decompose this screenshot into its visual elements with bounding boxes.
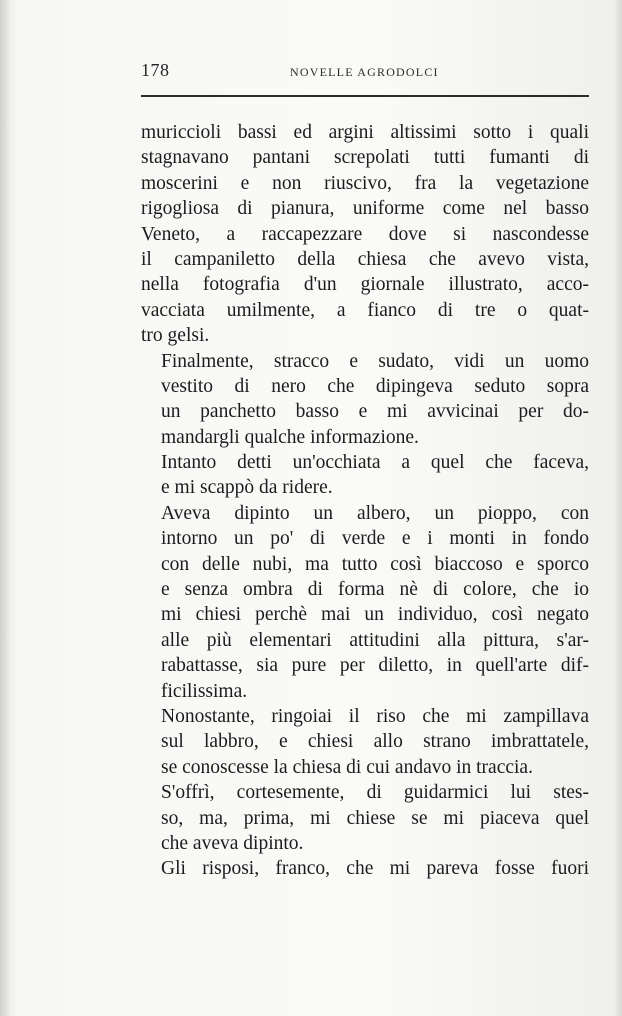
paragraph	[141, 349, 589, 451]
gutter-shadow	[0, 0, 10, 1016]
page-number: 178	[141, 60, 170, 80]
body-text	[141, 120, 589, 882]
text-line: il campaniletto della chiesa che avevo vista,	[141, 248, 589, 270]
text-line: moscerini e non riuscivo, fra la vegetazione	[141, 172, 589, 194]
text-line: mi chiesi perchè mai un individuo, così negato	[161, 604, 589, 626]
text-line: ficilissima.	[161, 680, 248, 702]
paragraph	[141, 780, 589, 856]
text-line: Finalmente, stracco e sudato, vidi un uomo	[161, 350, 589, 372]
text-line: intorno un po' di verde e i monti in fondo	[161, 528, 589, 550]
page-header	[141, 60, 589, 86]
text-line: tro gelsi.	[141, 325, 210, 347]
text-line: nella fotografia d'un giornale illustrato, acco-	[141, 274, 589, 296]
text-line: stagnavano pantani screpolati tutti fumanti di	[141, 147, 589, 169]
text-line: rabattasse, sia pure per diletto, in quell'arte dif-	[161, 655, 589, 677]
text-line: Nonostante, ringoiai il riso che mi zampillava	[161, 705, 589, 727]
text-line: e mi scappò da ridere.	[161, 477, 333, 499]
header-rule	[141, 95, 589, 97]
text-line: rigogliosa di pianura, uniforme come nel basso	[141, 198, 589, 220]
text-line: Aveva dipinto un albero, un pioppo, con	[161, 502, 589, 524]
text-line: muriccioli bassi ed argini altissimi sotto i quali	[141, 122, 589, 143]
text-line: un panchetto basso e mi avvicinai per do-	[161, 401, 589, 423]
text-line: so, ma, prima, mi chiese se mi piaceva quel	[161, 807, 589, 829]
paragraph	[141, 120, 589, 349]
text-line: S'offrì, cortesemente, di guidarmici lui stes-	[161, 782, 589, 804]
text-line: vacciata umilmente, a fianco di tre o quat-	[141, 299, 589, 321]
text-line: e senza ombra di forma nè di colore, che io	[161, 579, 589, 601]
page-edge-shadow	[614, 0, 622, 1016]
text-line: Intanto detti un'occhiata a quel che faceva,	[161, 452, 589, 474]
text-line: Veneto, a raccapezzare dove si nascondesse	[141, 223, 589, 245]
running-title: NOVELLE AGRODOLCI	[290, 65, 439, 79]
text-line: con delle nubi, ma tutto così biaccoso e sporco	[161, 553, 589, 575]
text-line: alle più elementari attitudini alla pittura, s'ar-	[161, 629, 589, 651]
text-line: sul labbro, e chiesi allo strano imbrattatele,	[161, 731, 589, 753]
text-line: che aveva dipinto.	[161, 832, 304, 854]
paragraph	[141, 704, 589, 780]
paragraph	[141, 501, 589, 704]
text-line: se conoscesse la chiesa di cui andavo in traccia.	[161, 756, 533, 778]
text-line: vestito di nero che dipingeva seduto sopra	[161, 375, 589, 397]
text-line: mandargli qualche informazione.	[161, 426, 419, 448]
paragraph	[141, 450, 589, 501]
text-line: Gli risposi, franco, che mi pareva fosse fuori	[161, 858, 589, 880]
paragraph	[141, 856, 589, 881]
